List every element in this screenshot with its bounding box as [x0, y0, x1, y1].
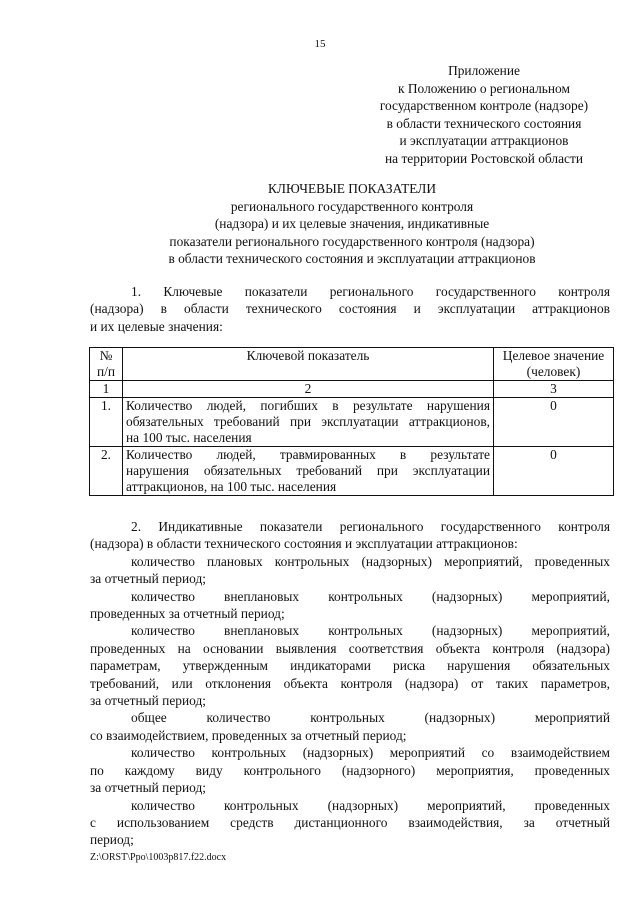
- row-indicator-cell: [123, 398, 494, 447]
- key-indicators-table: [89, 347, 614, 496]
- indicator-line: Количество людей, погибших в результате нарушения: [126, 398, 490, 413]
- row-indicator-cell: [123, 447, 494, 496]
- header-number-line: №: [99, 348, 113, 363]
- appendix-line: государственном контроле (надзоре): [379, 98, 589, 113]
- indicator-line: нарушения обязательных требований при эксплуатации: [126, 463, 490, 478]
- paragraph-line: за отчетный период;: [90, 693, 206, 709]
- paragraph-line: параметрам, утвержденным индикаторами риска нарушения обязательных: [90, 658, 610, 674]
- title-line: в области технического состояния и эксплуатации аттракционов: [168, 251, 536, 266]
- footer-file-path: Z:\ORST\Ppo\1003p817.f22.docx: [90, 852, 227, 863]
- row-target-cell: 0: [494, 447, 614, 496]
- appendix-line: к Положению о региональном: [398, 80, 570, 96]
- paragraph-line: количество плановых контрольных (надзорных) мероприятий, проведенных: [131, 553, 610, 569]
- paragraph-line: со взаимодействием, проведенных за отчетный период;: [90, 727, 407, 743]
- paragraph-line: с использованием средств дистанционного взаимодействия, за отчетный: [90, 814, 610, 830]
- appendix-note: [360, 62, 608, 167]
- column-number-cell: 2: [123, 381, 494, 398]
- header-target-line: Целевое значение: [502, 348, 605, 363]
- table-row: [90, 398, 614, 447]
- row-number-cell: 1.: [90, 398, 123, 447]
- document-title: [90, 180, 614, 268]
- title-heading: КЛЮЧЕВЫЕ ПОКАЗАТЕЛИ: [267, 181, 437, 196]
- paragraph-line: по каждому виду контрольного (надзорного) мероприятия, проведенных: [90, 762, 610, 778]
- paragraph-line: количество контрольных (надзорных) мероприятий со взаимодействием: [131, 745, 610, 761]
- title-line: показатели регионального государственного контроля (надзора): [169, 233, 535, 249]
- paragraph-line: (надзора) в области технического состояния и эксплуатации аттракционов: [90, 301, 610, 317]
- row-number-cell: 2.: [90, 447, 123, 496]
- paragraph-line: количество контрольных (надзорных) мероприятий, проведенных: [131, 797, 610, 813]
- appendix-line: на территории Ростовской области: [385, 150, 583, 166]
- header-cell-target: [494, 348, 614, 381]
- page-number: 15: [314, 38, 326, 50]
- title-line: (надзора) и их целевые значения, индикативные: [214, 216, 490, 231]
- appendix-line: Приложение: [448, 63, 520, 78]
- header-cell-number: [90, 348, 123, 381]
- column-number-cell: 3: [494, 381, 614, 398]
- header-cell-indicator: Ключевой показатель: [123, 348, 494, 381]
- header-target-line: (человек): [526, 364, 581, 379]
- indicator-line: на 100 тыс. населения: [126, 430, 252, 445]
- row-target-cell: 0: [494, 398, 614, 447]
- paragraph-line: проведенных за отчетный период;: [90, 606, 285, 622]
- appendix-line: и эксплуатации аттракционов: [399, 133, 569, 148]
- indicator-line: аттракционов, на 100 тыс. населения: [126, 479, 337, 494]
- paragraph-line: (надзора) в области технического состояния и эксплуатации аттракционов:: [90, 536, 518, 552]
- paragraph-line: 1. Ключевые показатели регионального государственного контроля: [131, 284, 610, 299]
- table-column-number-row: [90, 381, 614, 398]
- section-2-paragraph: [90, 518, 610, 849]
- table-header-row: [90, 348, 614, 381]
- column-number-cell: 1: [90, 381, 123, 398]
- table-row: [90, 447, 614, 496]
- paragraph-line: 2. Индикативные показатели регионального государственного контроля: [131, 519, 610, 534]
- paragraph-line: общее количество контрольных (надзорных) мероприятий: [131, 710, 610, 726]
- section-1-paragraph: [90, 283, 610, 335]
- paragraph-line: и их целевые значения:: [90, 318, 223, 334]
- paragraph-line: проведенных на основании выявления соответствия объекта контроля (надзора): [90, 640, 610, 656]
- paragraph-line: количество внеплановых контрольных (надзорных) мероприятий,: [131, 623, 610, 639]
- header-number-line: п/п: [96, 364, 116, 379]
- paragraph-line: требований, или отклонения объекта контроля (надзора) от таких параметров,: [90, 675, 610, 691]
- title-line: регионального государственного контроля: [230, 198, 474, 214]
- paragraph-line: количество внеплановых контрольных (надзорных) мероприятий,: [131, 588, 610, 604]
- paragraph-line: период;: [90, 832, 134, 848]
- paragraph-line: за отчетный период;: [90, 571, 206, 587]
- paragraph-line: за отчетный период;: [90, 780, 206, 796]
- indicator-line: Количество людей, травмированных в результате: [126, 447, 490, 462]
- indicator-line: обязательных требований при эксплуатации аттракционов,: [126, 414, 490, 429]
- appendix-line: в области технического состояния: [386, 115, 582, 131]
